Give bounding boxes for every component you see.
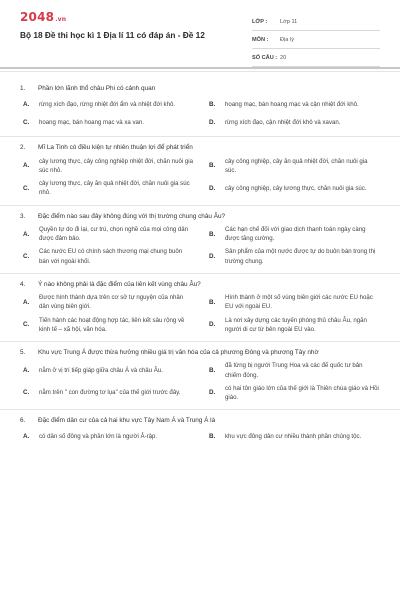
answer-option-a[interactable] <box>20 157 194 175</box>
option-text: Các nước EU có chính sách thương mại chung buôn bán với ngoài khối. <box>39 248 183 265</box>
question-text: Khu vực Trung Á được thừa hưởng nhiều giá trị văn hóa của cả phương Đông và phương Tây nhờ <box>38 349 319 357</box>
answer-option-b[interactable] <box>206 225 380 243</box>
site-logo[interactable] <box>20 10 66 24</box>
answer-options <box>0 357 400 409</box>
document-title: Bộ 18 Đề thi học kì 1 Địa lí 11 có đáp án - Đề 12 <box>20 30 205 40</box>
question-item <box>0 409 400 450</box>
question-stem <box>0 342 400 357</box>
question-text: Đặc điểm dân cư của cả hai khu vực Tây Nam Á và Trung Á là <box>38 417 216 425</box>
option-text: có dân số đông và phần lớn là người Ả-rập. <box>39 433 158 441</box>
option-text: Sản phẩm của một nước được tự do buôn bán trong thị trường chung. <box>225 248 376 265</box>
answer-option-a[interactable] <box>20 225 194 243</box>
option-text: hoang mạc, bán hoang mạc và cận nhiệt đới khô. <box>225 100 359 108</box>
meta-value: Lớp 11 <box>280 18 298 25</box>
answer-option-b[interactable] <box>206 157 380 175</box>
option-letter: D. <box>209 253 216 261</box>
header-divider-thin <box>0 71 400 72</box>
meta-row-count <box>252 49 380 67</box>
option-letter: B. <box>209 230 216 238</box>
option-letter: A. <box>23 100 30 108</box>
answer-option-d[interactable] <box>206 316 380 334</box>
option-text: rừng xích đạo, rừng nhiệt đới ẩm và nhiệt đới khô. <box>39 100 176 108</box>
option-text: rừng xích đạo, cận nhiệt đới khô và xavan. <box>225 118 341 126</box>
meta-row-subject <box>252 31 380 49</box>
answer-option-a[interactable] <box>20 293 194 311</box>
question-item <box>0 273 400 341</box>
option-letter: C. <box>23 253 30 261</box>
question-number: 4. <box>20 280 26 288</box>
option-text: Tiến hành các hoạt động hợp tác, liên kết sâu rộng về kinh tế – xã hội, văn hóa. <box>39 316 185 333</box>
option-letter: C. <box>23 184 30 192</box>
answer-option-d[interactable] <box>206 179 380 197</box>
option-text: cây lương thực, cây ăn quả nhiệt đới, chăn nuôi gia súc nhỏ. <box>39 180 190 197</box>
option-letter: D. <box>209 184 216 192</box>
option-text: khu vực đông dân cư nhiều thành phần chủng tộc. <box>225 433 362 441</box>
question-item <box>0 136 400 204</box>
option-letter: A. <box>23 162 30 170</box>
question-number: 1. <box>20 85 26 92</box>
option-letter: B. <box>209 162 216 170</box>
option-letter: A. <box>23 230 30 238</box>
answer-option-a[interactable] <box>20 361 194 379</box>
option-letter: D. <box>209 118 216 126</box>
answer-option-c[interactable] <box>20 316 194 334</box>
option-text: Các hạn chế đối với giao dịch thanh toán ngày càng được tăng cường. <box>225 226 366 243</box>
question-stem <box>0 274 400 289</box>
meta-value: 20 <box>280 54 287 61</box>
question-text: Ý nào không phải là đặc điểm của liên kết vùng châu Âu? <box>38 280 201 288</box>
option-letter: D. <box>209 321 216 329</box>
question-number: 6. <box>20 417 26 425</box>
answer-options <box>0 93 400 136</box>
answer-option-a[interactable] <box>20 97 194 111</box>
option-letter: A. <box>23 298 30 306</box>
answer-option-c[interactable] <box>20 384 194 402</box>
option-text: cây lương thực, cây công nghiệp nhiệt đới, chăn nuôi gia súc nhỏ. <box>39 157 194 175</box>
question-text: Phần lớn lãnh thổ châu Phi có cảnh quan <box>38 85 156 92</box>
logo-tld-text: .vn <box>55 16 67 23</box>
option-text: Là nơi xây dựng các tuyến phòng thủ châu Âu, ngăn người di cư từ bên ngoài EU vào. <box>225 316 367 333</box>
question-stem <box>0 137 400 152</box>
option-text: cây công nghiệp, cây ăn quả nhiệt đới, chăn nuôi gia súc. <box>225 157 368 175</box>
answer-options <box>0 221 400 273</box>
option-letter: B. <box>209 433 216 441</box>
answer-option-c[interactable] <box>20 179 194 197</box>
meta-key: LỚP : <box>252 18 268 25</box>
option-text: Quyền tự do đi lại, cư trú, chọn nghề của mọi công dân được đảm bảo. <box>39 226 189 243</box>
answer-option-d[interactable] <box>206 115 380 129</box>
answer-option-c[interactable] <box>20 115 194 129</box>
answer-options <box>0 153 400 205</box>
question-text: Mĩ La Tinh có điều kiện tự nhiên thuận lợi để phát triển <box>38 144 193 152</box>
question-stem <box>0 410 400 425</box>
answer-option-b[interactable] <box>206 97 380 111</box>
option-text: hoang mạc, bán hoang mạc và xa van. <box>39 118 145 126</box>
option-letter: A. <box>23 433 30 441</box>
meta-value: Địa lý <box>280 36 294 43</box>
document-header <box>0 0 400 66</box>
answer-option-d[interactable] <box>206 247 380 265</box>
option-letter: C. <box>23 118 30 126</box>
question-item <box>0 78 400 136</box>
meta-key: SỐ CÂU : <box>252 54 278 61</box>
question-list <box>0 78 400 451</box>
option-letter: B. <box>209 367 216 375</box>
question-text: Đặc điểm nào sau đây không đúng với thị trường chung châu Âu? <box>38 212 226 220</box>
option-text: nằm ở vị trí tiếp giáp giữa châu Á và châu Âu. <box>39 367 163 375</box>
option-text: nằm trên " con đường tơ lụa" của thế giới trước đây. <box>39 389 181 397</box>
option-letter: B. <box>209 298 216 306</box>
meta-row-class <box>252 13 380 31</box>
answer-option-a[interactable] <box>20 430 194 444</box>
option-letter: A. <box>23 367 30 375</box>
option-letter: D. <box>209 389 216 397</box>
document-meta <box>252 13 380 67</box>
question-number: 5. <box>20 349 26 357</box>
option-text: Được hình thành dựa trên cơ sở tự nguyện của nhân dân vùng biên giới. <box>39 294 184 311</box>
option-letter: C. <box>23 321 30 329</box>
option-letter: B. <box>209 100 216 108</box>
answer-options <box>0 426 400 451</box>
option-text: có hai tôn giáo lớn của thế giới là Thiên chúa giáo và Hồi giáo. <box>225 384 379 402</box>
question-stem <box>0 206 400 221</box>
answer-option-d[interactable] <box>206 384 380 402</box>
option-text: cây công nghiệp, cây lương thực, chăn nuôi gia súc. <box>225 184 367 192</box>
option-letter: C. <box>23 389 30 397</box>
question-stem <box>0 78 400 93</box>
question-item <box>0 205 400 273</box>
answer-option-b[interactable] <box>206 361 380 379</box>
question-item <box>0 341 400 409</box>
meta-key: MÔN : <box>252 36 269 43</box>
header-divider <box>0 67 400 69</box>
logo-main-text: 2048 <box>20 10 55 24</box>
question-number: 2. <box>20 144 26 152</box>
answer-option-b[interactable] <box>206 430 380 444</box>
answer-option-b[interactable] <box>206 293 380 311</box>
answer-options <box>0 289 400 341</box>
option-text: Hình thành ở một số vùng biên giới các nước EU hoặc EU với ngoài EU. <box>225 294 373 311</box>
question-number: 3. <box>20 212 26 220</box>
answer-option-c[interactable] <box>20 247 194 265</box>
option-text: đã từng bị người Trung Hoa và các đế quốc tư bản chiếm đóng. <box>225 362 363 379</box>
